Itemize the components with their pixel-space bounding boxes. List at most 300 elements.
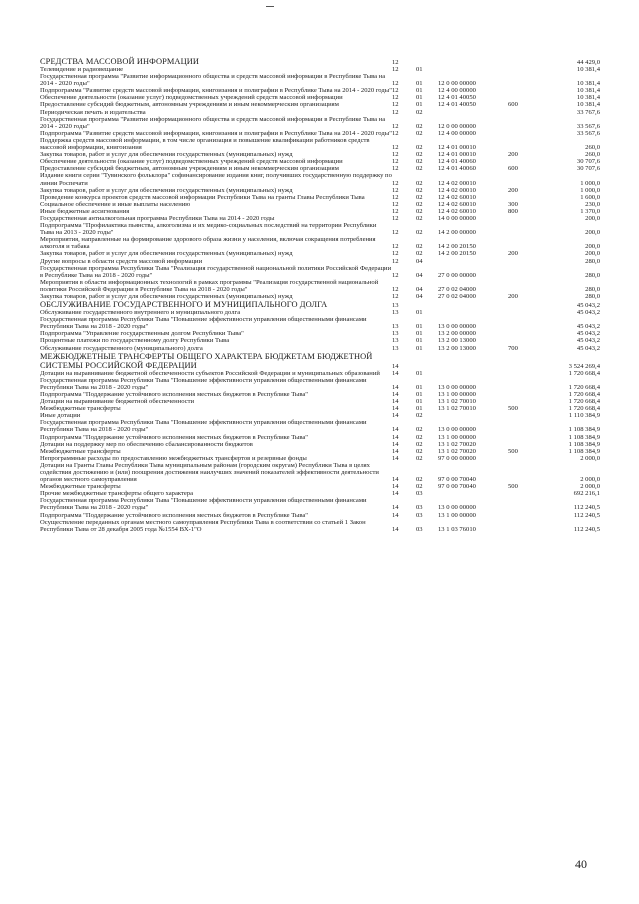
amount-cell: 10 381,4 — [576, 80, 600, 88]
section-code-cell: 13 — [392, 302, 399, 309]
expense-type-code-cell — [508, 158, 540, 165]
amount-cell: 112 240,5 — [573, 511, 600, 519]
section-code-cell: 12 — [392, 285, 399, 293]
subsection-code-cell: 02 — [416, 186, 423, 194]
section-code-cell: 12 — [392, 101, 399, 109]
amount-cell: 200,0 — [585, 214, 600, 222]
subsection-code-cell: 02 — [416, 193, 423, 201]
subsection-code-cell: 02 — [416, 207, 423, 215]
expense-name-cell: Социальное обеспечение и иные выплаты населению — [40, 200, 191, 208]
section-code-cell: 14 — [392, 362, 399, 370]
expense-type-code-cell — [508, 441, 540, 448]
expense-name-cell: Иные дотации — [40, 412, 81, 420]
section-code-cell: 14 — [392, 412, 399, 420]
amount-cell: 30 707,6 — [576, 165, 600, 173]
amount-cell: 45 043,2 — [576, 302, 600, 309]
expense-name-cell: Государственная программа Республики Тыва "Реализация государственной национальной политики Российской Федерации в Республике Тыва на 2018 - 2020 годы" — [40, 264, 392, 279]
subsection-code-cell: 02 — [416, 129, 423, 137]
target-article-code-cell: 12 4 01 00010 — [438, 144, 476, 152]
expense-type-code-cell: 200 — [508, 250, 518, 258]
target-article-code-cell: 13 1 00 00000 — [438, 390, 476, 398]
expense-type-code-cell: 200 — [508, 151, 518, 159]
expense-name-cell: Подпрограмма "Поддержание устойчивого исполнения местных бюджетов в Республике Тыва" — [40, 511, 308, 519]
section-code-cell: 12 — [392, 108, 399, 116]
amount-cell: 10 381,4 — [576, 101, 600, 109]
amount-cell: 200,0 — [585, 250, 600, 258]
section-code-cell: 12 — [392, 151, 399, 159]
expense-name-cell: Дотации на выравнивание бюджетной обеспеченности субъектов Российской Федерации и муниципальных образований — [40, 369, 380, 377]
expense-name-cell: Мероприятия в области информационных технологий в рамках программы "Реализация государственной национальной политики Российской Федерации в Республике Тыва на 2018 - 2020 годы" — [40, 278, 379, 293]
expense-type-code-cell — [508, 370, 540, 377]
table-row — [40, 309, 600, 316]
subsection-code-cell: 02 — [416, 447, 423, 455]
subsection-code-cell: 04 — [416, 257, 423, 265]
expense-name-cell: ОБСЛУЖИВАНИЕ ГОСУДАРСТВЕННОГО И МУНИЦИПАЛЬНОГО ДОЛГА — [40, 300, 328, 310]
amount-cell: 45 043,2 — [576, 323, 600, 331]
section-code-cell: 12 — [392, 144, 399, 152]
expense-type-code-cell — [508, 57, 540, 66]
target-article-code-cell: 12 4 00 00000 — [438, 129, 476, 137]
expense-name-cell: Непрограммные расходы по предоставлению межбюджетных трансфертов и резервные фонды — [40, 454, 307, 462]
expense-type-code-cell — [508, 265, 540, 279]
amount-cell: 280,0 — [585, 293, 600, 300]
target-article-code-cell — [438, 370, 508, 377]
subsection-code-cell: 02 — [416, 214, 423, 222]
budget-table-body — [40, 57, 600, 533]
table-row — [40, 158, 600, 165]
section-code-cell: 12 — [392, 243, 399, 251]
expense-type-code-cell: 600 — [508, 101, 518, 109]
table-section-heading-row — [40, 57, 600, 66]
table-row — [40, 512, 600, 519]
expense-type-code-cell — [508, 512, 540, 519]
section-code-cell: 12 — [392, 158, 399, 166]
subsection-code-cell: 02 — [416, 243, 423, 251]
table-row — [40, 483, 600, 490]
expense-name-cell: Обслуживание государственного (муниципального) долга — [40, 344, 203, 352]
target-article-code-cell: 13 1 02 70020 — [438, 440, 476, 448]
expense-name-cell: Межбюджетные трансферты — [40, 483, 121, 491]
expense-type-code-cell — [508, 316, 540, 330]
target-article-code-cell: 12 4 02 60010 — [438, 200, 476, 208]
table-row — [40, 265, 600, 279]
amount-cell: 1 108 384,9 — [568, 440, 600, 448]
expense-name-cell: Закупка товаров, работ и услуг для обеспечения государственных (муниципальных) нужд — [40, 250, 293, 258]
table-row — [40, 116, 600, 130]
table-row — [40, 250, 600, 257]
amount-cell: 2 000,0 — [580, 483, 600, 491]
table-row — [40, 434, 600, 441]
expense-type-code-cell — [508, 490, 540, 497]
target-article-code-cell: 13 1 02 70020 — [438, 447, 476, 455]
section-code-cell: 14 — [392, 398, 399, 406]
amount-cell: 112 240,5 — [573, 525, 600, 533]
subsection-code-cell: 02 — [416, 426, 423, 434]
amount-cell: 10 381,4 — [576, 66, 600, 73]
subsection-code-cell: 03 — [416, 511, 423, 519]
target-article-code-cell: 14 2 00 20150 — [438, 243, 476, 251]
table-row — [40, 94, 600, 101]
amount-cell: 33 767,6 — [576, 108, 600, 116]
subsection-code-cell: 02 — [416, 108, 423, 116]
section-code-cell: 13 — [392, 309, 399, 317]
expense-type-code-cell — [508, 172, 540, 186]
amount-cell: 10 381,4 — [576, 94, 600, 102]
amount-cell: 1 108 384,9 — [568, 433, 600, 441]
target-article-code-cell: 12 4 01 40060 — [438, 158, 476, 166]
section-code-cell: 14 — [392, 511, 399, 519]
subsection-code-cell: 02 — [416, 454, 423, 462]
section-code-cell: 14 — [392, 390, 399, 398]
target-article-code-cell: 12 4 02 60010 — [438, 207, 476, 215]
table-row — [40, 172, 600, 186]
target-article-code-cell: 27 0 00 00000 — [438, 271, 476, 279]
target-article-code-cell: 97 0 00 00000 — [438, 454, 476, 462]
expense-name-cell: Предоставление субсидий бюджетным, автономным учреждениям и иным некоммерческим организациям — [40, 101, 339, 109]
section-code-cell: 14 — [392, 405, 399, 413]
target-article-code-cell: 12 0 00 00000 — [438, 122, 476, 130]
subsection-code-cell: 04 — [416, 293, 423, 300]
table-row — [40, 101, 600, 108]
amount-cell: 1 720 668,4 — [568, 383, 600, 391]
target-article-code-cell — [438, 309, 508, 316]
table-row — [40, 151, 600, 158]
target-article-code-cell: 12 4 01 40050 — [438, 94, 476, 102]
expense-type-code-cell — [508, 73, 540, 87]
expense-type-code-cell — [508, 434, 540, 441]
expense-type-code-cell — [508, 391, 540, 398]
expense-type-code-cell — [508, 330, 540, 337]
table-section-heading-row — [40, 300, 600, 309]
section-code-cell: 12 — [392, 87, 399, 95]
subsection-code-cell: 03 — [416, 490, 423, 498]
section-code-cell: 14 — [392, 490, 399, 498]
target-article-code-cell: 13 1 00 00000 — [438, 511, 476, 519]
amount-cell: 30 707,6 — [576, 158, 600, 166]
section-code-cell: 13 — [392, 323, 399, 331]
expense-type-code-cell — [508, 398, 540, 405]
target-article-code-cell: 97 0 00 70040 — [438, 476, 476, 484]
target-article-code-cell: 12 4 00 00000 — [438, 87, 476, 95]
section-code-cell: 12 — [392, 179, 399, 187]
expense-name-cell: Подпрограмма "Управление государственным долгом Республики Тыва" — [40, 330, 244, 338]
amount-cell: 45 043,2 — [576, 309, 600, 317]
amount-cell: 260,0 — [585, 144, 600, 152]
table-row — [40, 490, 600, 497]
section-code-cell: 12 — [392, 66, 399, 73]
amount-cell: 1 720 668,4 — [568, 398, 600, 406]
table-row — [40, 337, 600, 344]
expense-name-cell: Закупка товаров, работ и услуг для обеспечения государственных (муниципальных) нужд — [40, 151, 293, 159]
section-code-cell: 12 — [392, 80, 399, 88]
section-code-cell: 12 — [392, 257, 399, 265]
amount-cell: 1 000,0 — [580, 186, 600, 194]
table-row — [40, 519, 600, 533]
expense-type-code-cell — [508, 279, 540, 293]
target-article-code-cell: 12 4 02 60010 — [438, 193, 476, 201]
expense-type-code-cell: 600 — [508, 165, 518, 173]
section-code-cell: 13 — [392, 330, 399, 338]
target-article-code-cell — [438, 300, 508, 309]
amount-cell: 2 000,0 — [580, 476, 600, 484]
expense-name-cell: Прочие межбюджетные трансферты общего характера — [40, 490, 194, 498]
amount-cell: 112 240,5 — [573, 504, 600, 512]
target-article-code-cell: 13 2 00 00000 — [438, 330, 476, 338]
target-article-code-cell — [438, 352, 508, 370]
expense-type-code-cell — [508, 130, 540, 137]
target-article-code-cell — [438, 57, 508, 66]
subsection-code-cell — [416, 352, 438, 370]
amount-cell: 33 567,6 — [576, 129, 600, 137]
subsection-code-cell: 02 — [416, 151, 423, 159]
section-code-cell: 12 — [392, 193, 399, 201]
table-row — [40, 258, 600, 265]
table-row — [40, 236, 600, 250]
target-article-code-cell — [438, 490, 508, 497]
expense-name-cell: Другие вопросы в области средств массовой информации — [40, 257, 203, 265]
section-code-cell: 14 — [392, 440, 399, 448]
target-article-code-cell: 13 0 00 00000 — [438, 426, 476, 434]
subsection-code-cell: 02 — [416, 483, 423, 491]
section-code-cell: 12 — [392, 214, 399, 222]
expense-name-cell: Государственная программа Республики Тыва "Повышение эффективности управления общественными финансами Республики Тыва на 2018 - 2020 годы" — [40, 376, 367, 391]
section-code-cell: 14 — [392, 454, 399, 462]
expense-name-cell: Обеспечение деятельности (оказание услуг) подведомственных учреждений средств массовой информации — [40, 158, 343, 166]
section-code-cell: 14 — [392, 426, 399, 434]
table-row — [40, 165, 600, 172]
table-row — [40, 130, 600, 137]
target-article-code-cell: 12 4 01 00010 — [438, 151, 476, 159]
table-row — [40, 448, 600, 455]
expense-name-cell: Дотации на поддержку мер по обеспечению сбалансированности бюджетов — [40, 440, 253, 448]
amount-cell: 45 043,2 — [576, 337, 600, 345]
subsection-code-cell: 01 — [416, 398, 423, 406]
subsection-code-cell: 01 — [416, 87, 423, 95]
amount-cell: 1 600,0 — [580, 193, 600, 201]
amount-cell: 1 720 668,4 — [568, 369, 600, 377]
subsection-code-cell: 01 — [416, 369, 423, 377]
target-article-code-cell: 14 2 00 20150 — [438, 250, 476, 258]
target-article-code-cell: 13 0 00 00000 — [438, 383, 476, 391]
expense-name-cell: Мероприятия, направленные на формирование здорового образа жизни у населения, включая сокращения потребления алкоголя и табака — [40, 236, 376, 251]
expense-name-cell: Государственная программа Республики Тыва "Повышение эффективности управления общественными финансами Республики Тыва на 2018 - 2020 годы" — [40, 419, 367, 434]
amount-cell: 1 000,0 — [580, 179, 600, 187]
amount-cell: 1 110 384,9 — [568, 412, 600, 420]
expense-type-code-cell — [508, 258, 540, 265]
table-row — [40, 293, 600, 300]
amount-cell: 3 524 269,4 — [568, 362, 600, 370]
target-article-code-cell: 14 0 00 00000 — [438, 214, 476, 222]
scan-mark — [266, 6, 274, 7]
table-row — [40, 137, 600, 151]
expense-name-cell: СРЕДСТВА МАССОВОЙ ИНФОРМАЦИИ — [40, 57, 200, 66]
expense-type-code-cell: 500 — [508, 405, 518, 413]
table-row — [40, 194, 600, 201]
table-row — [40, 208, 600, 215]
amount-cell: 33 567,6 — [576, 122, 600, 130]
target-article-code-cell: 14 2 00 00000 — [438, 229, 476, 237]
target-article-code-cell: 13 2 00 13000 — [438, 337, 476, 345]
amount-cell: 260,0 — [585, 151, 600, 159]
subsection-code-cell: 01 — [416, 390, 423, 398]
amount-cell: 1 720 668,4 — [568, 405, 600, 413]
amount-cell: 45 043,2 — [576, 330, 600, 338]
expense-type-code-cell — [508, 337, 540, 344]
expense-name-cell: Подпрограмма "Развитие средств массовой информации, книгоизания и полиграфии в Республике Тыва на 2014 - 2020 годы" — [40, 87, 392, 95]
subsection-code-cell: 02 — [416, 122, 423, 130]
target-article-code-cell: 13 0 00 00000 — [438, 504, 476, 512]
expense-type-code-cell — [508, 236, 540, 250]
subsection-code-cell: 02 — [416, 144, 423, 152]
amount-cell: 1 720 668,4 — [568, 390, 600, 398]
expense-name-cell: Иные бюджетные ассигнования — [40, 207, 130, 215]
subsection-code-cell: 01 — [416, 337, 423, 345]
expense-name-cell: Процентные платежи по государственному долгу Республики Тыва — [40, 337, 230, 345]
target-article-code-cell: 12 4 01 40050 — [438, 101, 476, 109]
expense-type-code-cell: 500 — [508, 483, 518, 491]
expense-name-cell: Закупка товаров, работ и услуг для обеспечения государственных (муниципальных) нужд — [40, 293, 293, 300]
expense-type-code-cell — [508, 87, 540, 94]
section-code-cell: 12 — [392, 186, 399, 194]
section-code-cell: 14 — [392, 447, 399, 455]
table-row — [40, 370, 600, 377]
subsection-code-cell: 04 — [416, 285, 423, 293]
subsection-code-cell: 02 — [416, 476, 423, 484]
expense-name-cell: Обеспечение деятельности (оказание услуг) подведомственных учреждений средств массовой информации — [40, 94, 343, 102]
table-row — [40, 215, 600, 222]
subsection-code-cell: 02 — [416, 229, 423, 237]
section-code-cell: 12 — [392, 165, 399, 173]
target-article-code-cell: 13 1 00 00000 — [438, 433, 476, 441]
section-code-cell: 12 — [392, 200, 399, 208]
amount-cell: 230,0 — [585, 200, 600, 208]
section-code-cell: 14 — [392, 476, 399, 484]
table-row — [40, 398, 600, 405]
table-row — [40, 405, 600, 412]
expense-name-cell: Государственная программа Республики Тыва "Повышение эффективности управления общественными финансами Республики Тыва на 2018 - 2020 годы" — [40, 497, 367, 512]
subsection-code-cell: 02 — [416, 412, 423, 420]
expense-name-cell: Издание книги серии "Тувинского фольклора" софинансирование издания книг, получивших государственную поддержку по линии Роспечати — [40, 172, 392, 187]
table-row — [40, 66, 600, 73]
table-row — [40, 497, 600, 511]
amount-cell: 280,0 — [585, 285, 600, 293]
amount-cell: 200,0 — [585, 229, 600, 237]
expense-name-cell: Телевидение и радиовещание — [40, 66, 124, 73]
subsection-code-cell: 04 — [416, 271, 423, 279]
subsection-code-cell: 03 — [416, 504, 423, 512]
section-code-cell: 12 — [392, 293, 399, 300]
expense-name-cell: Межбюджетные трансферты — [40, 447, 121, 455]
budget-table — [40, 57, 600, 533]
subsection-code-cell: 01 — [416, 323, 423, 331]
target-article-code-cell: 27 0 02 04000 — [438, 285, 476, 293]
expense-type-code-cell — [508, 300, 540, 309]
expense-type-code-cell — [508, 377, 540, 391]
subsection-code-cell — [416, 300, 438, 309]
table-row — [40, 73, 600, 87]
subsection-code-cell: 02 — [416, 433, 423, 441]
amount-cell: 10 381,4 — [576, 87, 600, 95]
expense-type-code-cell: 800 — [508, 207, 518, 215]
expense-name-cell: Межбюджетные трансферты — [40, 405, 121, 413]
section-code-cell: 13 — [392, 344, 399, 352]
table-row — [40, 316, 600, 330]
table-row — [40, 345, 600, 352]
amount-cell: 280,0 — [585, 257, 600, 265]
expense-type-code-cell — [508, 215, 540, 222]
expense-type-code-cell — [508, 66, 540, 73]
expense-type-code-cell — [508, 412, 540, 419]
expense-name-cell: Дотации на Гранты Главы Республики Тыва муниципальным районам (городским округам) Республики Тыва в целях содействия достижению и (или) поощрения достижения наилучших значений показателей эффективности деятельности органов местного самоуправления — [40, 461, 379, 484]
subsection-code-cell: 02 — [416, 158, 423, 166]
table-row — [40, 462, 600, 483]
subsection-code-cell: 01 — [416, 344, 423, 352]
table-row — [40, 455, 600, 462]
table-row — [40, 279, 600, 293]
expense-type-code-cell — [508, 222, 540, 236]
section-code-cell: 14 — [392, 369, 399, 377]
table-section-heading-row — [40, 352, 600, 370]
section-code-cell: 12 — [392, 229, 399, 237]
table-row — [40, 222, 600, 236]
expense-type-code-cell — [508, 194, 540, 201]
amount-cell: 692 216,1 — [573, 490, 600, 498]
section-code-cell: 14 — [392, 504, 399, 512]
target-article-code-cell — [438, 258, 508, 265]
expense-name-cell: Предоставление субсидий бюджетным, автономным учреждениям и иным некоммерческим организациям — [40, 165, 339, 173]
amount-cell: 200,0 — [585, 243, 600, 251]
target-article-code-cell: 12 4 02 00010 — [438, 186, 476, 194]
subsection-code-cell: 02 — [416, 165, 423, 173]
expense-type-code-cell — [508, 352, 540, 370]
section-code-cell: 12 — [392, 58, 399, 66]
expense-type-code-cell — [508, 109, 540, 116]
expense-name-cell: Подпрограмма "Развитие средств массовой информации, книгоизания и полиграфии в Республике Тыва на 2014 - 2020 годы" — [40, 129, 392, 137]
expense-name-cell: Обслуживание государственного внутреннего и муниципального долга — [40, 309, 241, 317]
section-code-cell: 12 — [392, 271, 399, 279]
expense-type-code-cell — [508, 116, 540, 130]
expense-name-cell: Подпрограмма "Поддержание устойчивого исполнения местных бюджетов в Республике Тыва" — [40, 390, 308, 398]
section-code-cell: 12 — [392, 207, 399, 215]
expense-type-code-cell: 300 — [508, 200, 518, 208]
subsection-code-cell: 01 — [416, 66, 423, 73]
expense-type-code-cell — [508, 309, 540, 316]
expense-name-cell: МЕЖБЮДЖЕТНЫЕ ТРАНСФЕРТЫ ОБЩЕГО ХАРАКТЕРА БЮДЖЕТАМ БЮДЖЕТНОЙ СИСТЕМЫ РОССИЙСКОЙ ФЕДЕРАЦИИ — [40, 351, 373, 370]
expense-type-code-cell — [508, 137, 540, 151]
target-article-code-cell: 12 0 00 00000 — [438, 80, 476, 88]
subsection-code-cell: 02 — [416, 200, 423, 208]
subsection-code-cell: 01 — [416, 405, 423, 413]
amount-cell: 1 108 384,9 — [568, 447, 600, 455]
expense-type-code-cell: 700 — [508, 344, 518, 352]
subsection-code-cell: 01 — [416, 383, 423, 391]
subsection-code-cell: 01 — [416, 80, 423, 88]
target-article-code-cell: 97 0 00 70040 — [438, 483, 476, 491]
table-row — [40, 419, 600, 433]
expense-type-code-cell: 200 — [508, 293, 518, 300]
section-code-cell: 14 — [392, 483, 399, 491]
expense-name-cell: Проведение конкурса проектов средств массовой информации Республики Тыва на гранты Главы Республики Тыва — [40, 193, 365, 201]
expense-name-cell: Государственная программа Республики Тыва "Повышение эффективности управления общественными финансами Республики Тыва на 2018 - 2020 годы" — [40, 316, 367, 331]
amount-cell: 1 108 384,9 — [568, 426, 600, 434]
amount-cell: 2 000,0 — [580, 454, 600, 462]
table-row — [40, 330, 600, 337]
subsection-code-cell: 01 — [416, 309, 423, 317]
target-article-code-cell: 13 2 00 13000 — [438, 344, 476, 352]
target-article-code-cell — [438, 109, 508, 116]
amount-cell: 44 429,0 — [576, 58, 600, 66]
expense-type-code-cell — [508, 94, 540, 101]
